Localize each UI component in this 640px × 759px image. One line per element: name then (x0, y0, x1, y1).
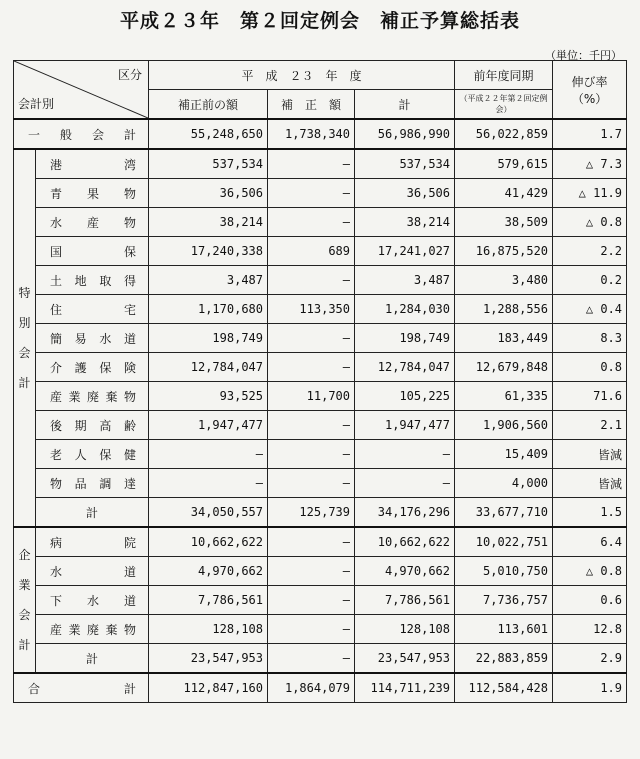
cell-total: 128,108 (355, 615, 455, 644)
cell-before: 537,534 (149, 149, 268, 179)
cell-growth: 皆減 (553, 469, 627, 498)
cell-growth: 12.8 (553, 615, 627, 644)
unit-label: （単位：千円） (545, 49, 622, 62)
row-name: 介護保険 (36, 353, 149, 382)
cell-correction: — (268, 266, 355, 295)
table-row (14, 237, 627, 266)
side-char: 特 (18, 286, 31, 300)
cell-before: 3,487 (149, 266, 268, 295)
cell-total: 1,284,030 (355, 295, 455, 324)
header-diagonal-cell (14, 61, 149, 120)
cell-before: 1,170,680 (149, 295, 268, 324)
side-char: 企 (18, 548, 31, 562)
cell-correction: — (268, 557, 355, 586)
cell-before: 112,847,160 (149, 673, 268, 703)
row-general (14, 119, 627, 149)
cell-growth: △ 0.8 (553, 208, 627, 237)
table-row (14, 353, 627, 382)
cell-prev: 3,480 (455, 266, 553, 295)
cell-prev: 4,000 (455, 469, 553, 498)
cell-before: 55,248,650 (149, 119, 268, 149)
cell-correction: — (268, 149, 355, 179)
header-category: 区分 (117, 68, 142, 82)
cell-prev: 5,010,750 (455, 557, 553, 586)
cell-growth: 2.9 (553, 644, 627, 674)
cell-correction: — (268, 179, 355, 208)
row-name: 港湾 (36, 149, 149, 179)
header-growth: 伸び率（%） (553, 61, 627, 120)
cell-correction: 689 (268, 237, 355, 266)
cell-prev: 41,429 (455, 179, 553, 208)
cell-correction: 1,738,340 (268, 119, 355, 149)
row-name: 合 計 (14, 673, 149, 703)
cell-correction: — (268, 527, 355, 557)
cell-total: — (355, 469, 455, 498)
table-row (14, 295, 627, 324)
cell-prev: 113,601 (455, 615, 553, 644)
cell-total: 17,241,027 (355, 237, 455, 266)
special-subtotal-row (14, 498, 627, 528)
row-name: 計 (36, 498, 149, 528)
cell-total: 114,711,239 (355, 673, 455, 703)
cell-growth: 皆減 (553, 440, 627, 469)
row-name: 水産物 (36, 208, 149, 237)
table-row (14, 440, 627, 469)
cell-growth: △ 7.3 (553, 149, 627, 179)
table-row (14, 557, 627, 586)
page-title: 平成２３年 第２回定例会 補正予算総括表 (119, 10, 520, 32)
table-row (14, 324, 627, 353)
cell-before: 12,784,047 (149, 353, 268, 382)
enterprise-side-label (14, 527, 36, 673)
cell-prev: 112,584,428 (455, 673, 553, 703)
cell-before: — (149, 469, 268, 498)
cell-total: 56,986,990 (355, 119, 455, 149)
cell-growth: 1.9 (553, 673, 627, 703)
row-grand-total (14, 673, 627, 703)
table-row (14, 586, 627, 615)
cell-correction: — (268, 644, 355, 674)
side-char: 業 (18, 578, 31, 592)
cell-before: 38,214 (149, 208, 268, 237)
cell-correction: — (268, 615, 355, 644)
row-name: 国保 (36, 237, 149, 266)
cell-prev: 16,875,520 (455, 237, 553, 266)
header-total: 計 (355, 90, 455, 120)
row-name: 水道 (36, 557, 149, 586)
header-prev: 前年度同期 (455, 61, 553, 90)
cell-total: 537,534 (355, 149, 455, 179)
cell-total: 36,506 (355, 179, 455, 208)
cell-before: 23,547,953 (149, 644, 268, 674)
cell-correction: — (268, 440, 355, 469)
cell-prev: 61,335 (455, 382, 553, 411)
cell-total: 105,225 (355, 382, 455, 411)
side-char: 会 (18, 608, 31, 622)
row-name: 老人保健 (36, 440, 149, 469)
cell-growth: 2.2 (553, 237, 627, 266)
row-name: 青果物 (36, 179, 149, 208)
cell-growth: △ 0.8 (553, 557, 627, 586)
header-year-group: 平 成 ２３ 年 度 (149, 61, 455, 90)
cell-total: 23,547,953 (355, 644, 455, 674)
table-row (14, 527, 627, 557)
table-row (14, 469, 627, 498)
header-account: 会計別 (18, 97, 55, 111)
table-row (14, 382, 627, 411)
cell-correction: 11,700 (268, 382, 355, 411)
header-before: 補正前の額 (149, 90, 268, 120)
cell-correction: — (268, 586, 355, 615)
cell-prev: 579,615 (455, 149, 553, 179)
cell-total: — (355, 440, 455, 469)
cell-before: 36,506 (149, 179, 268, 208)
cell-prev: 1,288,556 (455, 295, 553, 324)
cell-growth: 0.2 (553, 266, 627, 295)
cell-prev: 38,509 (455, 208, 553, 237)
cell-prev: 15,409 (455, 440, 553, 469)
cell-growth: 1.5 (553, 498, 627, 528)
side-char: 会 (18, 346, 31, 360)
row-name: 下水道 (36, 586, 149, 615)
cell-before: 10,662,622 (149, 527, 268, 557)
header-correction: 補 正 額 (268, 90, 355, 120)
cell-correction: 1,864,079 (268, 673, 355, 703)
budget-summary-table (13, 60, 627, 703)
table-row (14, 411, 627, 440)
cell-total: 12,784,047 (355, 353, 455, 382)
cell-total: 34,176,296 (355, 498, 455, 528)
row-name: 後期高齢 (36, 411, 149, 440)
row-name: 土地取得 (36, 266, 149, 295)
row-name: 簡易水道 (36, 324, 149, 353)
cell-prev: 7,736,757 (455, 586, 553, 615)
header-prev-sub: （平成２２年第２回定例会） (455, 90, 553, 120)
cell-total: 1,947,477 (355, 411, 455, 440)
cell-growth: 0.8 (553, 353, 627, 382)
cell-growth: 8.3 (553, 324, 627, 353)
cell-before: — (149, 440, 268, 469)
cell-before: 4,970,662 (149, 557, 268, 586)
row-name: 産業廃棄物 (36, 382, 149, 411)
cell-before: 128,108 (149, 615, 268, 644)
cell-prev: 10,022,751 (455, 527, 553, 557)
cell-prev: 1,906,560 (455, 411, 553, 440)
enterprise-accounts-section (14, 527, 627, 673)
row-name: 病院 (36, 527, 149, 557)
row-name: 一 般 会 計 (14, 119, 149, 149)
table-row (14, 149, 627, 179)
cell-total: 3,487 (355, 266, 455, 295)
cell-before: 7,786,561 (149, 586, 268, 615)
cell-total: 4,970,662 (355, 557, 455, 586)
cell-correction: 113,350 (268, 295, 355, 324)
cell-before: 93,525 (149, 382, 268, 411)
table-row (14, 179, 627, 208)
side-char: 計 (18, 638, 31, 652)
cell-correction: — (268, 469, 355, 498)
cell-growth: 71.6 (553, 382, 627, 411)
row-name: 物品調達 (36, 469, 149, 498)
cell-prev: 183,449 (455, 324, 553, 353)
cell-growth: 1.7 (553, 119, 627, 149)
cell-growth: 0.6 (553, 586, 627, 615)
cell-total: 198,749 (355, 324, 455, 353)
cell-prev: 22,883,859 (455, 644, 553, 674)
cell-before: 198,749 (149, 324, 268, 353)
row-name: 計 (36, 644, 149, 674)
table-row (14, 208, 627, 237)
row-name: 産業廃棄物 (36, 615, 149, 644)
cell-correction: — (268, 353, 355, 382)
cell-growth: 6.4 (553, 527, 627, 557)
cell-before: 34,050,557 (149, 498, 268, 528)
cell-before: 1,947,477 (149, 411, 268, 440)
table-row (14, 266, 627, 295)
cell-correction: — (268, 411, 355, 440)
side-char: 計 (18, 376, 31, 390)
cell-correction: — (268, 208, 355, 237)
cell-total: 38,214 (355, 208, 455, 237)
side-char: 別 (18, 316, 31, 330)
cell-total: 7,786,561 (355, 586, 455, 615)
cell-growth: 2.1 (553, 411, 627, 440)
cell-correction: — (268, 324, 355, 353)
cell-prev: 56,022,859 (455, 119, 553, 149)
special-accounts-section (14, 149, 627, 527)
cell-correction: 125,739 (268, 498, 355, 528)
special-side-label (14, 149, 36, 527)
enterprise-subtotal-row (14, 644, 627, 674)
row-name: 住宅 (36, 295, 149, 324)
table-row (14, 615, 627, 644)
cell-prev: 12,679,848 (455, 353, 553, 382)
cell-growth: △ 11.9 (553, 179, 627, 208)
cell-growth: △ 0.4 (553, 295, 627, 324)
cell-before: 17,240,338 (149, 237, 268, 266)
cell-total: 10,662,622 (355, 527, 455, 557)
cell-prev: 33,677,710 (455, 498, 553, 528)
